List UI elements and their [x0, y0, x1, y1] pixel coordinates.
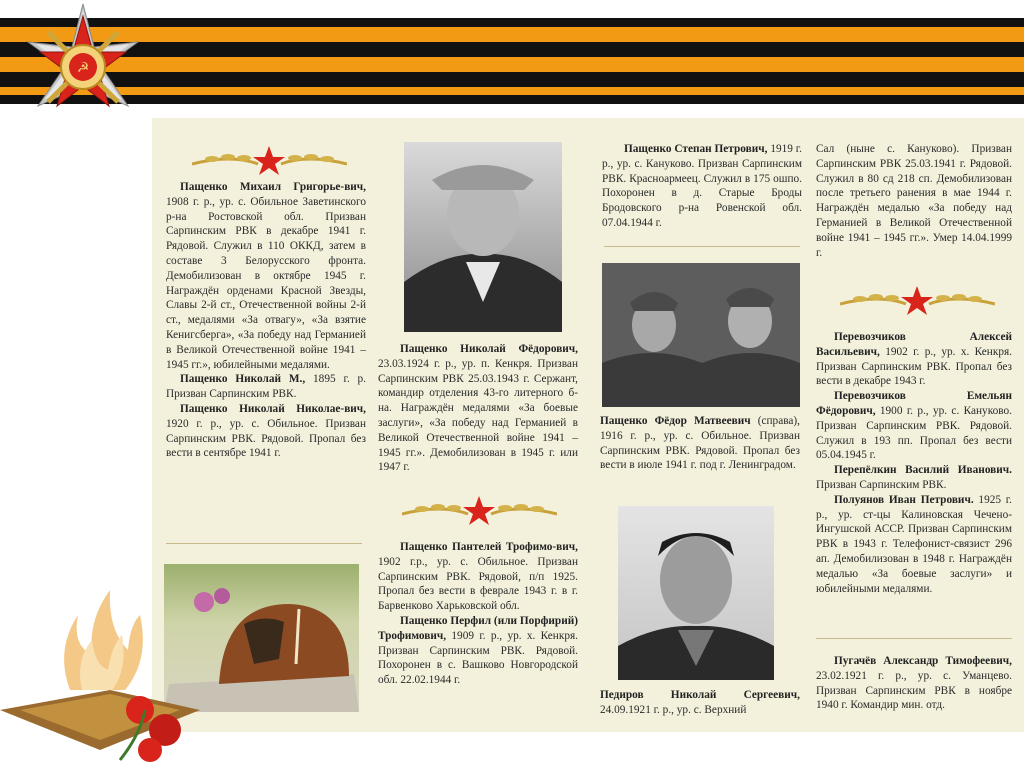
entry-text: 1909 г. р., ур. х. Кенкря. Призван Сарпинским РВК. Рядовой. Похоронен в с. Вашково Новгородской обл. 22.02.1944 г. — [378, 629, 578, 687]
entry-name: Пащенко Николай Николае-вич, — [180, 402, 366, 415]
entry-name: Перевозчиков Емельян Фёдорович, — [816, 390, 1012, 417]
portrait-photo-1 — [404, 142, 562, 332]
entry-name: Перевозчиков Алексей Васильевич, — [816, 331, 1012, 358]
entry-text: 1925 г. р., ур. ст-цы Калиновская Чечено-Ингушской АССР. Призван Сарпинским РВК в 1943 г. Телефонист-связист 296 ап. Демобилизован в 1948 г. Награждён медалью «За боевые заслуги» и юбилейными медалями. — [816, 493, 1012, 595]
entry-text: 1920 г. р., ур. с. Обильное. Призван Сарпинским РВК. Рядовой. Пропал без вести в сентябре 1941 г. — [166, 417, 366, 460]
column-4 — [816, 142, 1012, 260]
divider — [816, 638, 1012, 639]
entry-text: 1902 г.р., ур. с. Обильное. Призван Сарпинским РВК. Рядовой, п/п 1925. Пропал без вести в феврале 1943 г. в г. Барвенково Харьковской обл. — [378, 555, 578, 613]
laurel-star-ornament-icon — [192, 146, 347, 176]
entry-name: Пащенко Николай Фёдорович, — [400, 343, 578, 355]
entry-text: 23.02.1921 г. р., ур. с. Уманцево. Призван Сарпинским РВК в ноябре 1940 г. Командир мин. отд. — [816, 669, 1012, 712]
column-3-lower — [600, 688, 800, 718]
divider — [166, 543, 362, 544]
memorial-page — [152, 118, 1024, 732]
entry-text: 1900 г. р., ур. с. Кануково. Призван Сарпинским РВК. Рядовой. Служил в 193 пп. Пропал без вести 05.04.1945 г. — [816, 404, 1012, 462]
entry-name: Пугачёв Александр Тимофеевич, — [834, 655, 1012, 667]
column-2 — [378, 342, 578, 475]
entry-text: Призван Сарпинским РВК. — [816, 478, 947, 491]
entry-text: 1908 г. р., ур. с. Обильное Заветинского р-на Ростовской обл. Призван Сарпинским РВК в декабре 1941 г. Рядовой. Служил в 110 ОККД, затем в составе 3 Белорусского фронта. Демобилизован в октябре 1945 г. Награждён орденами Красной Звезды, Славы 2-й ст., Отечественной войны 2-й ст., медалями «За отвагу», «За взятие Кенигсберга», «За победу над Германией в Великой Отечественной войне 1941 – 1945 гг.», юбилейными медалями. — [166, 195, 366, 371]
entry-name: Педиров Николай Сергеевич, — [600, 689, 800, 701]
entry-text: (справа), 1916 г. р., ур. с. Обильное. Призван Сарпинским РВК. Рядовой. Пропал без вести в июле 1941 г. под г. Ленинградом. — [600, 415, 800, 472]
entry-text: 23.03.1924 г. р., ур. п. Кенкря. Призван Сарпинским РВК 25.03.1943 г. Сержант, командир отделения 43-го литерного б-на. Награждён медалями «За боевые заслуги», «За победу над Германией в Великой Отечественной войне 1941 – 1945 гг.». Демобилизован в 1945 г. или 1947 г. — [378, 357, 578, 474]
entry-text: 24.09.1921 г. р., ур. с. Верхний — [600, 703, 747, 716]
entry-name: Пащенко Пантелей Трофимо-вич, — [400, 541, 578, 553]
divider — [604, 246, 800, 247]
entry-name: Перепёлкин Василий Иванович. — [834, 464, 1012, 477]
st-george-ribbon — [0, 18, 1024, 104]
entry-text: 1919 г. р., ур. с. Кануково. Призван Сарпинским РВК. Красноармеец. Служил в 175 ошпо. Похоронен в д. Старые Броды Бродовского р-на Ровенской обл. 07.04.1944 г. — [602, 143, 802, 229]
column-4-lower — [816, 330, 1012, 596]
entry-name: Пащенко Фёдор Матвеевич — [600, 415, 751, 427]
order-patriotic-war-icon — [18, 2, 148, 132]
svg-text:☭: ☭ — [76, 60, 90, 76]
column-3 — [602, 142, 802, 231]
entry-name: Пащенко Степан Петрович, — [624, 143, 768, 155]
entry-text: Сал (ныне с. Кануково). Призван Сарпинским РВК 25.03.1941 г. Рядовой. Служил в 80 сд 218 сп. Демобилизован после третьего ранения в мае 1944 г. Награждён медалью «За победу над Германией в Великой Отечественной войне 1941 – 1945 гг.». Умер 14.04.1999 г. — [816, 143, 1012, 259]
entry-name: Полуянов Иван Петрович. — [834, 493, 974, 506]
soldiers-photo — [602, 263, 800, 407]
entry-text: 1895 г. р. Призван Сарпинским РВК. — [166, 373, 366, 401]
laurel-star-ornament-icon — [402, 496, 557, 526]
column-2-lower — [378, 540, 578, 688]
eternal-flame-icon — [0, 560, 200, 767]
entry-name: Пащенко Николай М., — [180, 373, 306, 386]
column-4-bottom — [816, 654, 1012, 713]
portrait-photo-2 — [618, 506, 774, 680]
laurel-star-ornament-icon — [840, 286, 995, 316]
column-3-middle — [600, 414, 800, 473]
entry-name: Пащенко Михаил Григорье-вич, — [180, 181, 366, 193]
column-1 — [166, 180, 366, 461]
entry-name: Пащенко Перфил (или Порфирий) Трофимович, — [378, 614, 578, 642]
entry-text: 1902 г. р., ур. х. Кенкря. Призван Сарпинским РВК. Пропал без вести в декабре 1943 г. — [816, 345, 1012, 388]
